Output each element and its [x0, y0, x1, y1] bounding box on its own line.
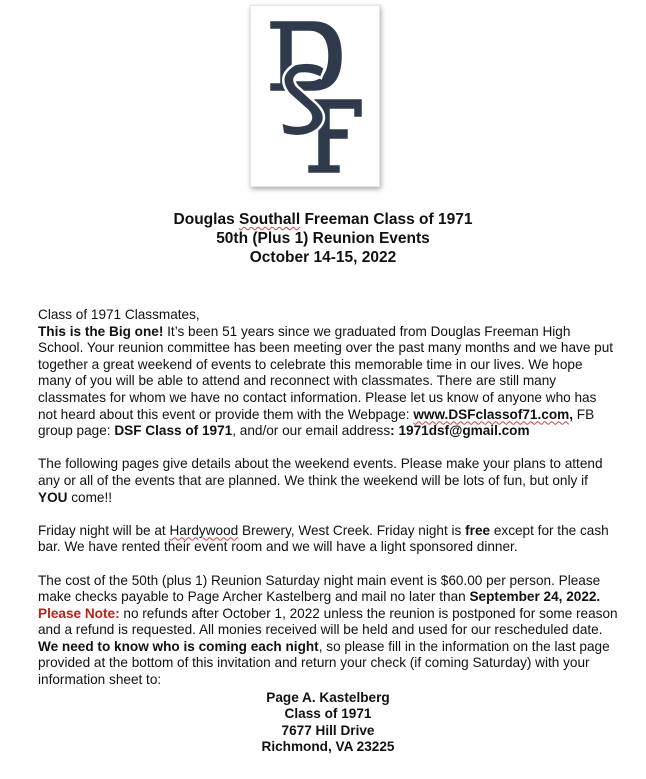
address-street: 7677 Hill Drive — [281, 722, 375, 738]
weekend-paragraph: The following pages give details about the weekend events. Please make your plans to attend any or all of the events that are planned. We think the weekend will be lots of fun, but only if YOU come!! — [38, 456, 603, 505]
address-line-2: Class of 1971 — [284, 706, 372, 722]
cost-paragraph: The cost of the 50th (plus 1) Reunion Saturday night main event is $60.00 per person. Please make checks payable to Page Archer Kastelberg and mail no later than September 24, 2022. Please Note: no refunds after October 1, 2022 unless the reunion is postponed for some reason and a refund is requested. All monies received will be held and used for our rescheduled date. — [38, 572, 618, 638]
intro-paragraph: This is the Big one! It’s been 51 years since we graduated from Douglas Freeman High School. Your reunion committee has been meeting over the past many months and we have put together a great weekend of events to celebrate this memorable time in our lives. We hope many of you will be able to attend and reconnect with classmates. There are still many classmates for whom we have no contact information. Please let us know of anyone who has not heard about this event or provide them with the Webpage: www.DSFclassof71.com, FB group page: DSF Class of 1971, and/or our email address: 1971dsf@gmail.com — [38, 323, 614, 439]
greeting: Class of 1971 Classmates, — [38, 307, 200, 322]
address-name: Page A. Kastelberg — [266, 689, 390, 705]
title-line-3: October 14-15, 2022 — [249, 249, 397, 266]
title-line-1: Douglas Southall Freeman Class of 1971 — [173, 211, 473, 228]
dsf-monogram-icon — [251, 6, 379, 186]
mailing-address — [38, 690, 618, 756]
letter-body — [38, 307, 618, 756]
email-address[interactable]: 1971dsf@gmail.com — [398, 423, 530, 439]
misspelling-underline: Southall — [239, 211, 301, 228]
document-title — [0, 210, 646, 267]
please-note-label: Please Note: — [38, 605, 120, 621]
title-line-2: 50th (Plus 1) Reunion Events — [216, 230, 430, 247]
dsf-logo — [250, 5, 380, 187]
rsvp-paragraph: We need to know who is coming each night, so please fill in the information on the last page provided at the bottom of this invitation and return your check (if coming Saturday) with your information sheet to: — [38, 638, 610, 688]
friday-paragraph: Friday night will be at Hardywood Brewery, West Creek. Friday night is free except for the cash bar. We have rented their event room and we will have a light sponsored dinner. — [38, 522, 609, 555]
address-city: Richmond, VA 23225 — [261, 739, 395, 755]
deadline: September 24, 2022. — [469, 589, 601, 605]
fb-group-name: DSF Class of 1971 — [114, 423, 233, 439]
website-link[interactable]: www.DSFclassof71.com, — [413, 406, 573, 422]
